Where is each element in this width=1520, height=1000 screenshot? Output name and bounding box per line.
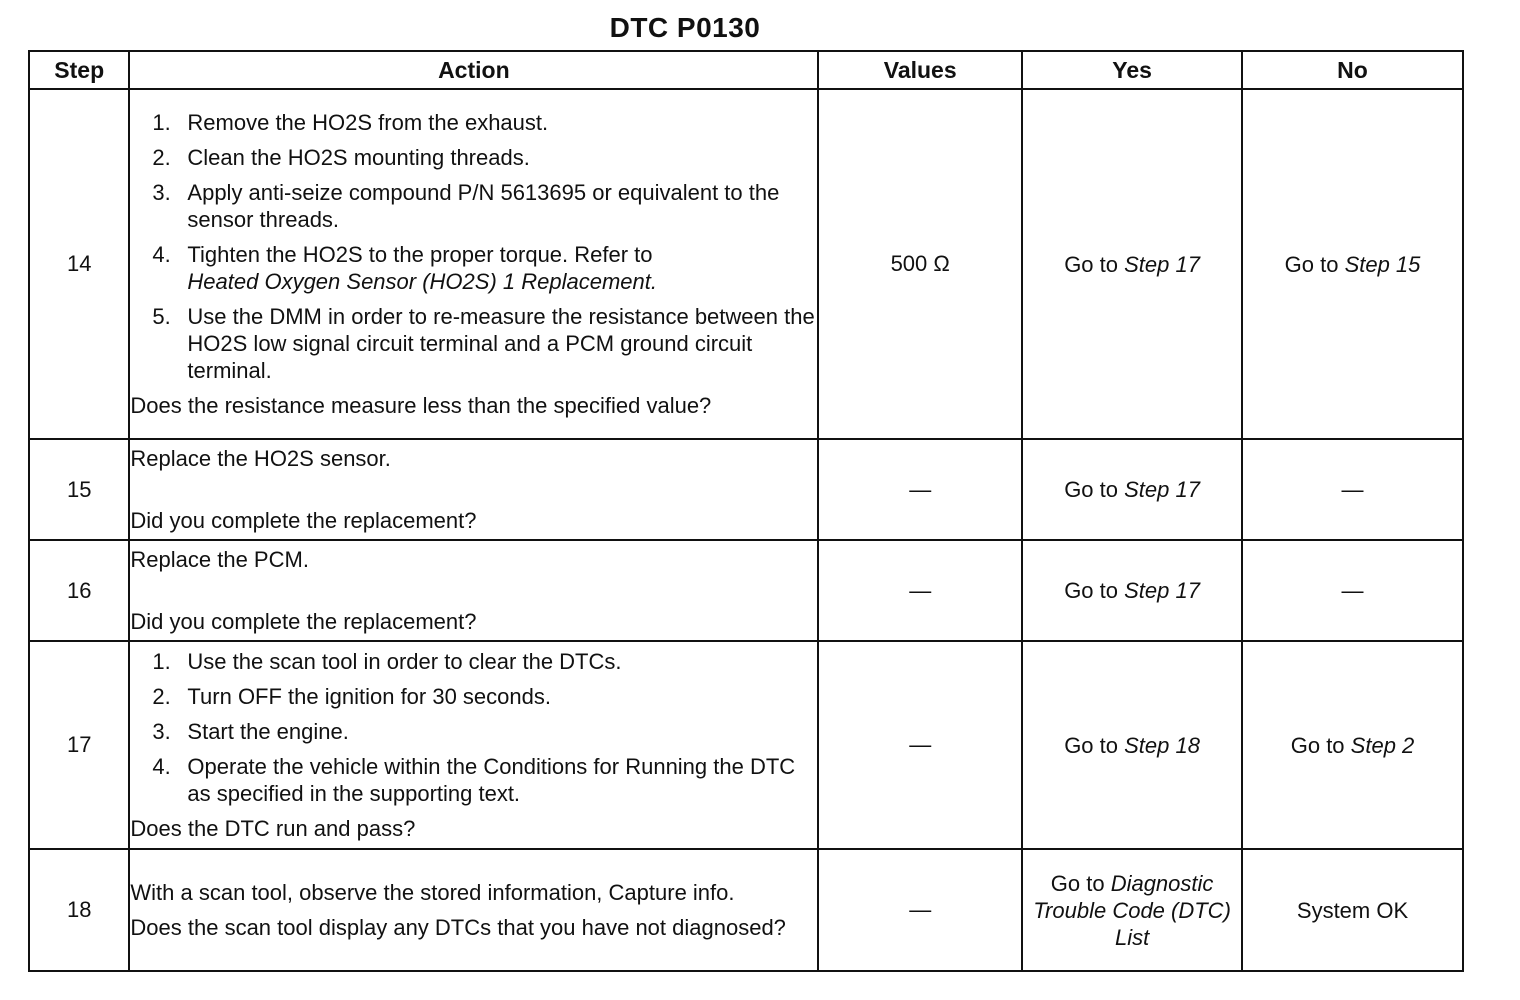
yes-cell: Go to Step 18	[1022, 641, 1242, 849]
step-number: 16	[29, 540, 129, 641]
step-number: 14	[29, 89, 129, 439]
values-cell: —	[818, 439, 1022, 540]
table-row	[29, 89, 1463, 439]
list-item: 3. Start the engine.	[152, 719, 349, 744]
values-cell: 500 Ω	[818, 89, 1022, 439]
no-cell: —	[1242, 439, 1463, 540]
step-number: 15	[29, 439, 129, 540]
reference-link: Heated Oxygen Sensor (HO2S) 1 Replacement.	[187, 269, 657, 294]
action-text: With a scan tool, observe the stored information, Capture info.	[130, 880, 735, 905]
header-yes: Yes	[1022, 51, 1242, 89]
header-step: Step	[29, 51, 129, 89]
document-title: DTC P0130	[609, 12, 761, 43]
step-number: 18	[29, 849, 129, 971]
list-item: 1. Remove the HO2S from the exhaust.	[152, 110, 549, 135]
list-item: 5. Use the DMM in order to re-measure the resistance between the HO2S low signal circuit terminal and a PCM ground circuit terminal.	[152, 304, 815, 383]
question-text: Did you complete the replacement?	[130, 508, 477, 533]
no-cell: Go to Step 15	[1242, 89, 1463, 439]
header-no: No	[1242, 51, 1463, 89]
header-action: Action	[129, 51, 818, 89]
question-text: Does the scan tool display any DTCs that you have not diagnosed?	[130, 915, 786, 940]
yes-cell: Go to Step 17	[1022, 439, 1242, 540]
action-list	[130, 109, 817, 384]
question-text: Did you complete the replacement?	[130, 609, 477, 634]
header-row	[29, 51, 1463, 89]
header-values: Values	[818, 51, 1022, 89]
list-item: 4. Operate the vehicle within the Conditions for Running the DTC as specified in the supporting text.	[152, 754, 796, 806]
yes-cell: Go to Diagnostic Trouble Code (DTC) List	[1022, 849, 1242, 971]
action-cell	[129, 439, 818, 540]
action-cell	[129, 540, 818, 641]
list-item: 1. Use the scan tool in order to clear the DTCs.	[152, 649, 622, 674]
action-cell	[129, 641, 818, 849]
values-cell: —	[818, 540, 1022, 641]
values-cell: —	[818, 849, 1022, 971]
table-row	[29, 439, 1463, 540]
no-cell: Go to Step 2	[1242, 641, 1463, 849]
table-row	[29, 540, 1463, 641]
diagnostic-table	[28, 50, 1464, 972]
question-text: Does the DTC run and pass?	[130, 816, 416, 841]
table-row	[29, 849, 1463, 971]
step-number: 17	[29, 641, 129, 849]
yes-cell: Go to Step 17	[1022, 540, 1242, 641]
action-cell	[129, 89, 818, 439]
table-row	[29, 641, 1463, 849]
no-cell: —	[1242, 540, 1463, 641]
list-item: 2. Turn OFF the ignition for 30 seconds.	[152, 684, 551, 709]
action-text: Replace the PCM.	[130, 547, 309, 572]
action-list	[130, 648, 817, 807]
action-text: Replace the HO2S sensor.	[130, 446, 391, 471]
values-cell: —	[818, 641, 1022, 849]
no-cell: System OK	[1242, 849, 1463, 971]
action-cell	[129, 849, 818, 971]
question-text: Does the resistance measure less than the specified value?	[130, 393, 712, 418]
yes-cell: Go to Step 17	[1022, 89, 1242, 439]
list-item: 2. Clean the HO2S mounting threads.	[152, 145, 530, 170]
list-item: 3. Apply anti-seize compound P/N 5613695 or equivalent to the sensor threads.	[152, 180, 780, 232]
list-item: 4. Tighten the HO2S to the proper torque. Refer to Heated Oxygen Sensor (HO2S) 1 Replacement.	[152, 242, 657, 294]
